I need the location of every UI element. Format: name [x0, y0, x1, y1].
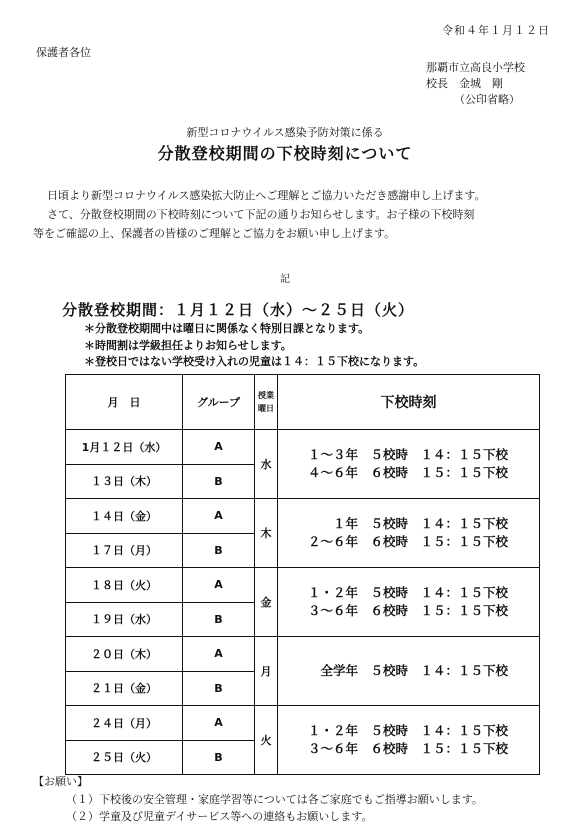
dismissal-line: １・２年 ５校時 １４：１５下校 [308, 585, 509, 600]
dismissal-line: ４～６年 ６校時 １５：１５下校 [308, 465, 509, 480]
body-line-2: さて、分散登校期間の下校時刻について下記の通りお知らせします。お子様の下校時刻 [47, 208, 475, 221]
row-group: B [183, 533, 255, 568]
request-item: （１）下校後の安全管理・家庭学習等については各ご家庭でもご指導お願いします。 [66, 793, 483, 806]
table-row [66, 637, 540, 672]
table-header-row [66, 375, 540, 430]
header-lesson-line1: 授業 [258, 391, 274, 400]
row-date: １４日（金） [66, 499, 183, 534]
dismissal-times [278, 430, 540, 499]
row-group: A [183, 568, 255, 603]
header-dismissal: 下校時刻 [278, 375, 540, 430]
row-group: A [183, 637, 255, 672]
row-group: B [183, 740, 255, 775]
header-date: 月 日 [66, 375, 183, 430]
row-date: ２１日（金） [66, 671, 183, 706]
table-row [66, 499, 540, 534]
period-heading: 分散登校期間：１月１２日（水）～２５日（火） [62, 301, 415, 319]
row-date: １９日（水） [66, 602, 183, 637]
dismissal-line: １年 ５校時 １４：１５下校 [308, 516, 509, 531]
note-item: ＊分散登校期間中は曜日に関係なく特別日課となります。 [84, 322, 370, 335]
ki-heading: 記 [280, 274, 290, 285]
note-item: ＊時間割は学級担任よりお知らせします。 [84, 338, 292, 352]
dismissal-times [278, 706, 540, 775]
lesson-weekday: 水 [255, 430, 278, 499]
row-group: A [183, 499, 255, 534]
row-date: ２４日（月） [66, 706, 183, 741]
table-row [66, 430, 540, 465]
row-group: A [183, 706, 255, 741]
dismissal-times [278, 637, 540, 706]
dismissal-line: １・２年 ５校時 １４：１５下校 [308, 723, 509, 738]
body-line-1: 日頃より新型コロナウイルス感染拡大防止へご理解とご協力いただき感謝申し上げます。 [47, 189, 486, 202]
row-date: ２０日（木） [66, 637, 183, 672]
notes-list [84, 321, 424, 371]
request-list [66, 791, 483, 825]
row-date: １３日（木） [66, 464, 183, 499]
document-title: 分散登校期間の下校時刻について [157, 144, 413, 163]
note-item: ＊登校日ではない学校受け入れの児童は１４：１５下校になります。 [84, 355, 425, 368]
row-date: １７日（月） [66, 533, 183, 568]
dismissal-line: 全学年 ５校時 １４：１５下校 [308, 663, 509, 678]
lesson-weekday: 金 [255, 568, 278, 637]
row-group: B [183, 602, 255, 637]
dismissal-line: ３～６年 ６校時 １５：１５下校 [308, 603, 509, 618]
document-subtitle: 新型コロナウイルス感染予防対策に係る [186, 126, 384, 139]
lesson-weekday: 月 [255, 637, 278, 706]
school-name: 那覇市立高良小学校 [426, 61, 525, 74]
principal-name: 校長 金城 剛 [426, 77, 503, 90]
seal-note: （公印省略） [454, 93, 520, 106]
body-line-3: 等をご確認の上、保護者の皆様のご理解とご協力をお願い申し上げます。 [33, 227, 396, 240]
addressee: 保護者各位 [36, 46, 91, 59]
schedule-table [65, 374, 540, 775]
dismissal-line: ２～６年 ６校時 １５：１５下校 [308, 534, 509, 549]
lesson-weekday: 木 [255, 499, 278, 568]
header-lesson-day [255, 375, 278, 430]
row-group: B [183, 671, 255, 706]
header-group: グループ [183, 375, 255, 430]
table-row [66, 706, 540, 741]
row-date: １８日（火） [66, 568, 183, 603]
dismissal-line: １～３年 ５校時 １４：１５下校 [308, 447, 509, 462]
header-lesson-line2: 曜日 [258, 404, 274, 413]
row-group: B [183, 464, 255, 499]
dismissal-line: ３～６年 ６校時 １５：１５下校 [308, 741, 509, 756]
dismissal-times [278, 568, 540, 637]
document-date: 令和４年１月１２日 [442, 24, 550, 37]
row-date: 1月１２日（水） [66, 430, 183, 465]
row-group: A [183, 430, 255, 465]
row-date: ２５日（火） [66, 740, 183, 775]
lesson-weekday: 火 [255, 706, 278, 775]
dismissal-times [278, 499, 540, 568]
table-row [66, 568, 540, 603]
sender-block [426, 60, 525, 108]
body-text [33, 186, 549, 243]
request-item: （２）学童及び児童デイサービス等への連絡もお願いします。 [66, 810, 373, 823]
request-title: 【お願い】 [33, 775, 88, 788]
